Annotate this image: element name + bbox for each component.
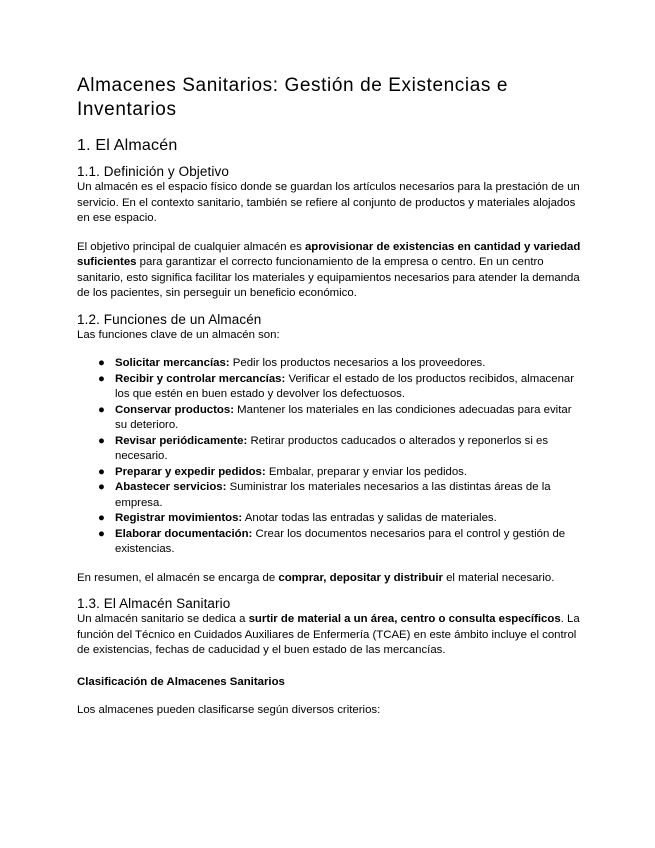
summary-text-end: el material necesario. — [442, 571, 555, 584]
bullet-icon: ● — [98, 372, 105, 385]
bullet-icon: ● — [98, 357, 105, 369]
list-item — [77, 465, 585, 481]
list-item — [77, 527, 585, 558]
list-item-desc: Embalar, preparar y enviar los pedidos. — [265, 465, 468, 478]
summary-paragraph — [77, 571, 585, 587]
document-title: Almacenes Sanitarios: Gestión de Existencias e Inventarios — [77, 75, 509, 120]
list-item — [77, 511, 585, 527]
bullet-icon: ● — [98, 481, 105, 493]
functions-intro: Las funciones clave de un almacén son: — [77, 328, 280, 341]
sanitary-text-start: Un almacén sanitario se dedica a — [77, 613, 249, 625]
list-item-desc: Suministrar los materiales necesarios a las distintas áreas de la empresa. — [115, 481, 551, 509]
summary-bold-text: comprar, depositar y distribuir — [278, 571, 443, 584]
sanitary-store-paragraph — [77, 612, 585, 659]
objective-bold-text: aprovisionar de existencias en cantidad y variedad suficientes — [77, 240, 581, 268]
list-item-desc: Anotar todas las entradas y salidas de materiales. — [242, 512, 497, 524]
document-body — [77, 74, 585, 719]
subsection-heading-funciones: 1.2. Funciones de un Almacén — [77, 311, 262, 327]
subsection-heading-almacen-sanitario: 1.3. El Almacén Sanitario — [77, 596, 231, 611]
objective-text-start: El objetivo principal de cualquier almacén es — [77, 240, 305, 253]
bullet-icon: ● — [98, 465, 105, 478]
list-item — [77, 372, 585, 403]
definition-paragraph: Un almacén es el espacio físico donde se guardan los artículos necesarios para la prestación de un servicio. En el contexto sanitario, también se refiere al conjunto de productos y materiales alojados en ese espacio. — [77, 181, 580, 224]
list-item-term: Registrar movimientos: — [115, 512, 243, 524]
list-item-term: Abastecer servicios: — [115, 481, 227, 493]
sanitary-bold-text: surtir de material a un área, centro o consulta específicos — [248, 613, 561, 625]
list-item-term: Conservar productos: — [115, 403, 234, 416]
summary-text-start: En resumen, el almacén se encarga de — [77, 571, 279, 584]
classification-heading: Clasificación de Almacenes Sanitarios — [77, 675, 285, 688]
list-item — [77, 480, 585, 511]
list-item-term: Solicitar mercancías: — [115, 357, 230, 369]
list-item — [77, 434, 585, 465]
bullet-icon: ● — [98, 434, 105, 447]
list-item — [77, 403, 585, 434]
subsection-heading-definicion: 1.1. Definición y Objetivo — [77, 164, 229, 179]
objective-text-end: para garantizar el correcto funcionamiento de la empresa o centro. En un centro sanitario, esto significa facilitar los materiales y equipamientos necesarios para atender la demanda de los pacientes, sin perseguir un beneficio económico. — [77, 256, 580, 299]
sanitary-text-end: . La función del Técnico en Cuidados Auxiliares de Enfermería (TCAE) en este ámbito incluye el control de existencias, fechas de caducidad y el buen estado de las mercancías. — [77, 613, 580, 656]
list-item-term: Elaborar documentación: — [115, 527, 253, 540]
section-heading-el-almacen: 1. El Almacén — [77, 137, 178, 154]
classification-intro: Los almacenes pueden clasificarse según diversos criterios: — [77, 704, 381, 716]
list-item — [77, 356, 585, 372]
functions-list — [77, 356, 585, 558]
bullet-icon: ● — [98, 527, 105, 540]
objective-paragraph — [77, 240, 585, 302]
list-item-desc: Retirar productos caducados o alterados y reponerlos si es necesario. — [115, 434, 549, 462]
bullet-icon: ● — [98, 512, 105, 524]
list-item-desc: Pedir los productos necesarios a los proveedores. — [229, 357, 486, 369]
list-item-desc: Verificar el estado de los productos recibidos, almacenar los que estén en buen estado y devolver los defectuosos. — [115, 372, 575, 400]
list-item-term: Preparar y expedir pedidos: — [115, 465, 266, 478]
list-item-desc: Crear los documentos necesarios para el control y gestión de existencias. — [115, 527, 566, 555]
list-item-desc: Mantener los materiales en las condiciones adecuadas para evitar su deterioro. — [115, 403, 572, 431]
list-item-term: Recibir y controlar mercancías: — [115, 372, 286, 385]
list-item-term: Revisar periódicamente: — [115, 434, 248, 447]
bullet-icon: ● — [98, 403, 105, 416]
